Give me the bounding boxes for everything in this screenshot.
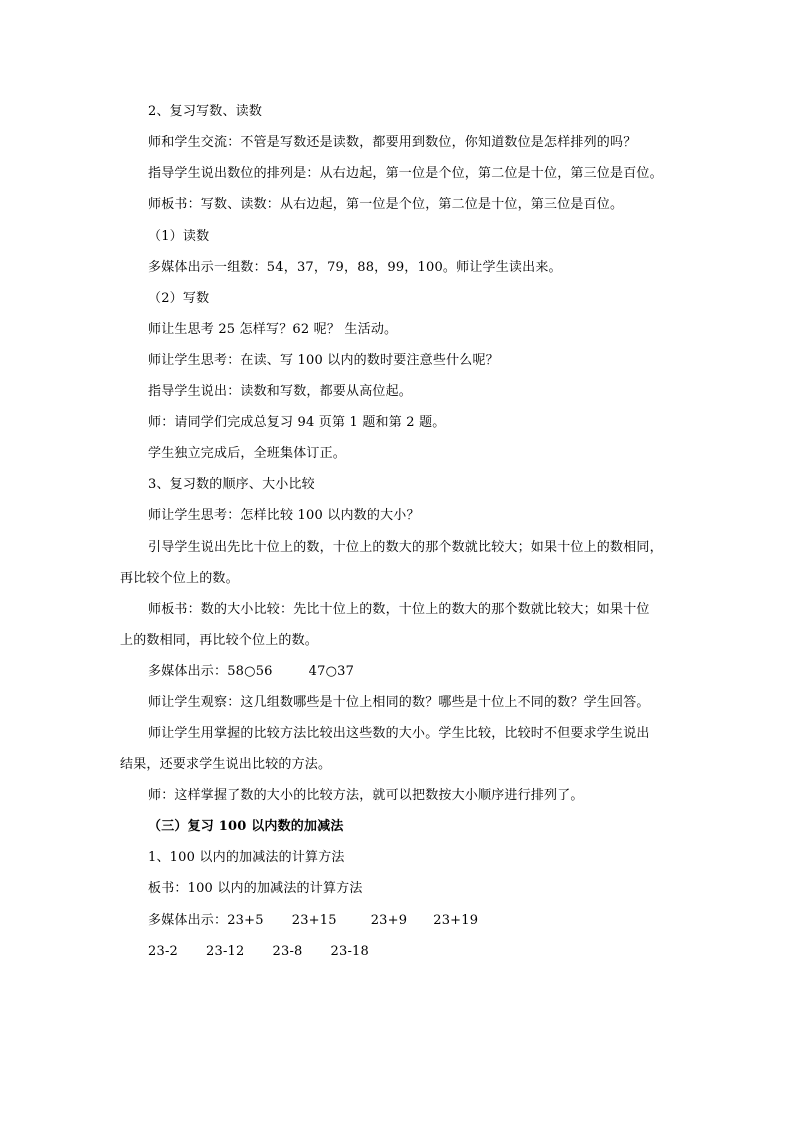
paragraph-line: 师板书：写数、读数：从右边起，第一位是个位，第二位是十位，第三位是百位。 (148, 197, 624, 212)
paragraph-line-continued: 结果，还要求学生说出比较的方法。 (120, 757, 332, 772)
compare-item: 47○37 (308, 664, 355, 679)
compare-label: 多媒体出示： (148, 664, 228, 679)
section-heading-three: （三）复习 100 以内数的加减法 (148, 819, 344, 834)
section-heading-3: 3、复习数的顺序、大小比较 (148, 477, 315, 492)
compare-item: 58○56 (227, 664, 273, 679)
paragraph-line: 多媒体出示一组数：54，37，79，88，99，100。师让学生读出来。 (148, 260, 562, 275)
subtraction-item: 23-18 (330, 944, 369, 959)
paragraph-line-continued: 上的数相同，再比较个位上的数。 (120, 633, 319, 648)
addition-item: 23+15 (291, 913, 337, 928)
subtraction-item: 23-12 (206, 944, 245, 959)
paragraph-line: 师和学生交流：不管是写数还是读数，都要用到数位，你知道数位是怎样排列的吗？ (148, 135, 637, 150)
section-heading-2: 2、复习写数、读数 (148, 104, 263, 119)
addition-item: 23+9 (370, 913, 408, 928)
subheading-method: 1、100 以内的加减法的计算方法 (148, 850, 345, 865)
paragraph-line: 师让学生观察：这几组数哪些是十位上相同的数？哪些是十位上不同的数？学生回答。 (148, 695, 650, 710)
addition-label: 多媒体出示： (148, 913, 228, 928)
addition-item: 23+5 (227, 913, 264, 928)
subheading-writing: （2）写数 (148, 291, 210, 306)
paragraph-line: 指导学生说出数位的排列是：从右边起，第一位是个位，第二位是十位，第三位是百位。 (148, 166, 663, 181)
compare-line (148, 664, 354, 680)
paragraph-line: 指导学生说出：读数和写数，都要从高位起。 (148, 384, 413, 399)
subtraction-item: 23-8 (272, 944, 303, 959)
subtraction-examples-line (148, 944, 369, 960)
paragraph-line: 师板书：数的大小比较：先比十位上的数，十位上的数大的那个数就比较大；如果十位 (148, 602, 650, 617)
paragraph-line: 学生独立完成后，全班集体订正。 (148, 446, 347, 461)
paragraph-line: 师让学生思考：在读、写 100 以内的数时要注意些什么呢？ (148, 353, 499, 368)
paragraph-line: 师：这样掌握了数的大小的比较方法，就可以把数按大小顺序进行排列了。 (148, 788, 584, 803)
subheading-reading: （1）读数 (148, 229, 210, 244)
paragraph-line: 师让学生思考：怎样比较 100 以内数的大小？ (148, 508, 420, 523)
paragraph-line: 师让生思考 25 怎样写？62 呢？ 生活动。 (148, 322, 398, 337)
paragraph-line: 师让学生用掌握的比较方法比较出这些数的大小。学生比较，比较时不但要求学生说出 (148, 726, 650, 741)
subtraction-item: 23-2 (148, 944, 179, 959)
paragraph-line: 引导学生说出先比十位上的数，十位上的数大的那个数就比较大；如果十位上的数相同， (148, 540, 663, 555)
addition-item: 23+19 (433, 913, 479, 928)
paragraph-line-continued: 再比较个位上的数。 (120, 571, 239, 586)
addition-examples-line (148, 913, 478, 929)
paragraph-line: 板书：100 以内的加减法的计算方法 (148, 881, 363, 896)
paragraph-line: 师：请同学们完成总复习 94 页第 1 题和第 2 题。 (148, 415, 446, 430)
